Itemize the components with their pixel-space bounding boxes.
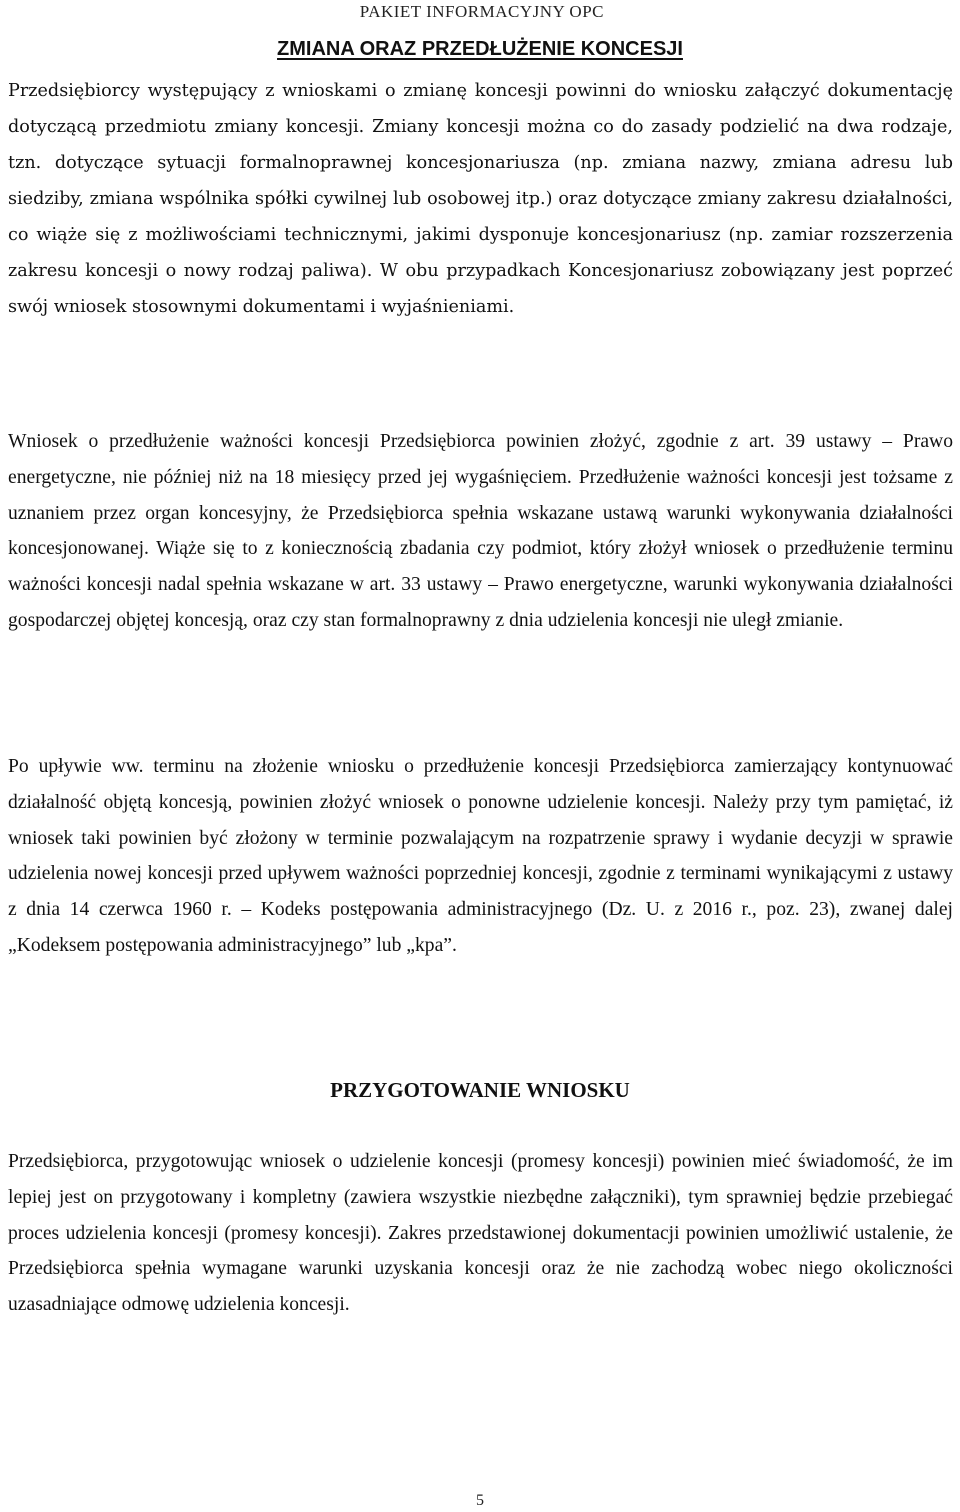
page-number: 5 [476,1492,484,1509]
paragraph-preparation: Przedsiębiorca, przygotowując wniosek o udzielenie koncesji (promesy koncesji) powinien mieć świadomość, że im lepiej jest on przygotowany i kompletny (zawiera wszystkie niezbędne załączniki), tym sprawniej będzie przebiegać proces udzielenia koncesji (promesy koncesji). Zakres przedstawionej dokumentacji powinien umożliwić ustalenie, że Przedsiębiorca spełnia wymagane warunki uzyskania koncesji oraz że nie zachodzą wobec niego okoliczności uzasadniające odmowę udzielenia koncesji. [8,1151,953,1316]
section-title-prepare: PRZYGOTOWANIE WNIOSKU [330,1078,630,1102]
paragraph-extension: Wniosek o przedłużenie ważności koncesji Przedsiębiorca powinien złożyć, zgodnie z art. 39 ustawy – Prawo energetyczne, nie później niż na 18 miesięcy przed jej wygaśnięciem. Przedłużenie ważności koncesji jest tożsame z uznaniem przez organ koncesyjny, że Przedsiębiorca spełnia wskazane ustawą warunki wykonywania działalności koncesjonowanej. Wiąże się to z koniecznością zbadania czy podmiot, który złożył wniosek o przedłużenie terminu ważności koncesji nadal spełnia wskazane w art. 33 ustawy – Prawo energetyczne, warunki wykonywania działalności gospodarczej objętej koncesją, oraz czy stan formalnoprawny z dnia udzielenia koncesji nie uległ zmianie. [8,431,953,631]
page-header: PAKIET INFORMACYJNY OPC [359,2,604,21]
paragraph-renewal: Po upływie ww. terminu na złożenie wniosku o przedłużenie koncesji Przedsiębiorca zamierzający kontynuować działalność objętą koncesją, powinien złożyć wniosek o ponowne udzielenie koncesji. Należy przy tym pamiętać, iż wniosek taki powinien być złożony w terminie pozwalającym na rozpatrzenie sprawy i wydanie decyzji w sprawie udzielenia nowej koncesji przed upływem ważności poprzedniej koncesji, zgodnie z terminami wynikającymi z ustawy z dnia 14 czerwca 1960 r. – Kodeks postępowania administracyjnego (Dz. U. z 2016 r., poz. 23), zwanej dalej „Kodeksem postępowania administracyjnego” lub „kpa”. [8,756,953,956]
section-title-change: ZMIANA ORAZ PRZEDŁUŻENIE KONCESJI [277,38,683,60]
paragraph-change-types: Przedsiębiorcy występujący z wnioskami o zmianę koncesji powinni do wniosku załączyć dokumentację dotyczącą przedmiotu zmiany koncesji. Zmiany koncesji można co do zasady podzielić na dwa rodzaje, tzn. dotyczące sytuacji formalnoprawnej koncesjonariusza (np. zmiana nazwy, zmiana adresu lub siedziby, zmiana wspólnika spółki cywilnej lub osobowej itp.) oraz dotyczące zmiany zakresu działalności, co wiąże się z możliwościami technicznymi, jakimi dysponuje koncesjonariusz (np. zamiar rozszerzenia zakresu koncesji o nowy rodzaj paliwa). W obu przypadkach Koncesjonariusz zobowiązany jest poprzeć swój wniosek stosownymi dokumentami i wyjaśnieniami. [8,81,953,317]
